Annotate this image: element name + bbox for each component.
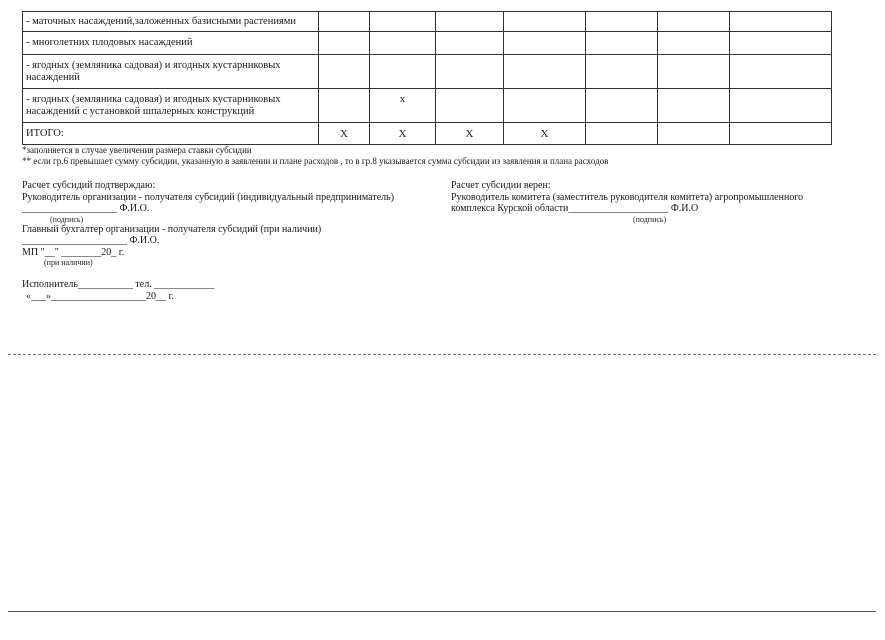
table-cell (730, 89, 832, 123)
committee-sign-caption: (подпись) (633, 214, 667, 224)
footnotes (22, 145, 862, 166)
table-row (23, 55, 832, 89)
table-row (23, 12, 832, 32)
row-label: - ягодных (земляника садовая) и ягодных кустарниковых насаждений (23, 55, 319, 89)
table-row-total (23, 123, 832, 145)
verified-heading: Расчет субсидии верен: (451, 180, 551, 191)
committee-head-title: Руководитель комитета (заместитель руководителя комитета) агропромышленного (451, 191, 804, 203)
committee-signature-block (451, 180, 851, 224)
head-title: Руководитель организации - получателя субсидий (индивидуальный предприниматель) (22, 191, 395, 203)
accountant-title: Главный бухгалтер организации - получателя субсидий (при наличии) (22, 223, 322, 235)
head-sign-line: ___________________ Ф.И.О. (22, 203, 150, 214)
stamp-date-line: МП "__" ________20_ г. (22, 246, 125, 258)
table-cell (658, 123, 730, 145)
applicant-signature-block (22, 180, 442, 302)
table-cell (658, 89, 730, 123)
table-row (23, 32, 832, 55)
table-cell (319, 12, 370, 32)
footnote-2: ** если гр.6 превышает сумму субсидии, указанную в заявлении и плане расходов , то в гр.8 указывается сумма субсидии из заявления и плана расходов (22, 155, 609, 166)
table-cell (319, 55, 370, 89)
table-cell (658, 55, 730, 89)
table-cell (504, 32, 586, 55)
table-cell (730, 55, 832, 89)
stamp-caption: (при наличии) (44, 258, 93, 267)
row-label: - маточных насаждений,заложенных базисными растениями (23, 12, 319, 32)
executor-date-line: «___»___________________20__ г. (26, 290, 174, 302)
table-cell (319, 32, 370, 55)
executor-line: Исполнитель___________ тел. ____________ (22, 279, 215, 290)
table-cell (586, 12, 658, 32)
table-cell (319, 89, 370, 123)
table-cell (658, 32, 730, 55)
table-cell (370, 32, 436, 55)
table-cell (730, 12, 832, 32)
table-cell (730, 32, 832, 55)
sign-caption: (подпись) (50, 214, 84, 224)
table-cell: х (370, 89, 436, 123)
table-cell: Х (370, 123, 436, 145)
table-cell (730, 123, 832, 145)
committee-sign-line: комплекса Курской области____________________ Ф.И.О (451, 203, 699, 214)
table-cell (504, 89, 586, 123)
table-cell (436, 12, 504, 32)
accountant-sign-line: _____________________ Ф.И.О. (22, 235, 160, 246)
table-cell (436, 89, 504, 123)
row-label: - ягодных (земляника садовая) и ягодных кустарниковых насаждений с установкой шпалерных конструкций (23, 89, 319, 123)
total-label: ИТОГО: (23, 123, 319, 145)
confirm-heading: Расчет субсидий подтверждаю: (22, 180, 156, 191)
table-cell (436, 55, 504, 89)
table-cell (586, 55, 658, 89)
table-cell (436, 32, 504, 55)
table-cell (504, 55, 586, 89)
scan-artifact-line (8, 354, 876, 355)
table-cell (586, 123, 658, 145)
bottom-page-rule (8, 611, 876, 612)
row-label: - многолетних плодовых насаждений (23, 32, 319, 55)
table-cell (370, 12, 436, 32)
table-cell (370, 55, 436, 89)
table-cell (586, 89, 658, 123)
table-cell (586, 32, 658, 55)
table-row (23, 89, 832, 123)
footnote-1: *заполняется в случае увеличения размера ставки субсидии (22, 145, 252, 155)
table-cell: Х (436, 123, 504, 145)
table-cell (504, 12, 586, 32)
table-cell: Х (319, 123, 370, 145)
subsidy-table (22, 11, 832, 145)
table-cell: Х (504, 123, 586, 145)
table-cell (658, 12, 730, 32)
